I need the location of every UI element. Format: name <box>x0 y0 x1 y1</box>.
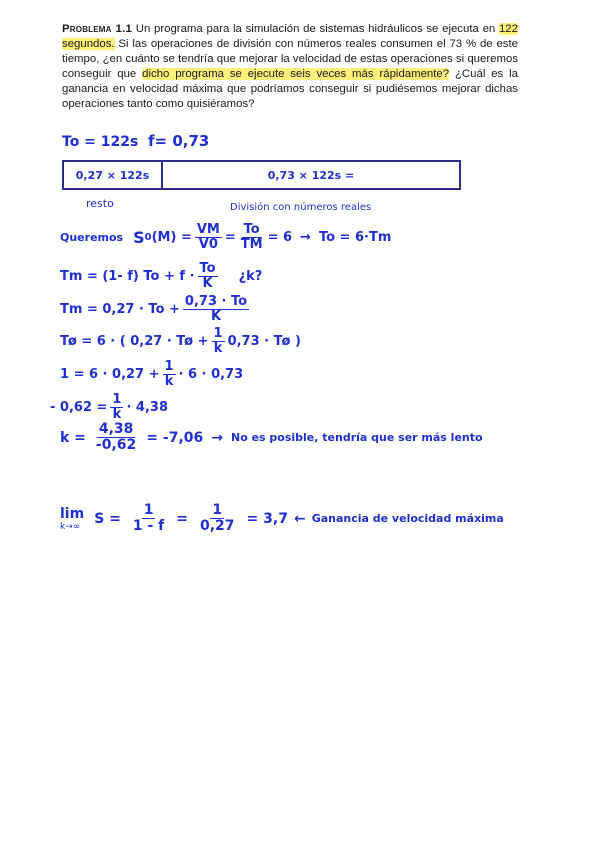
eq5-tail: · 6 · 0,73 <box>178 367 244 383</box>
eq3-frac <box>183 295 249 325</box>
eq4-tail: 0,73 · Tø ) <box>227 334 301 350</box>
eq3-num: 0,73 · To <box>184 294 248 309</box>
bar-right-label: 0,73 × 122s = <box>267 168 355 182</box>
time-split-bar <box>62 160 461 190</box>
label-rest: resto <box>86 197 114 210</box>
eq5-num: 1 <box>164 359 174 374</box>
eq4-den: k <box>213 341 223 357</box>
eq8-lim-sub: k→∞ <box>60 521 81 532</box>
eq2-den: K <box>202 276 213 292</box>
eq3-den: K <box>210 309 222 325</box>
highlight-goal: dicho programa se ejecute seis veces más rápidamente? <box>142 68 450 80</box>
eq7-frac <box>94 422 138 454</box>
eq8-note: Ganancia de velocidad máxima <box>311 512 504 526</box>
eq1-lead: Queremos <box>60 231 124 245</box>
eq5-den: k <box>164 374 174 390</box>
eq7-num: 4,38 <box>98 421 134 437</box>
eq8-value: = 3,7 <box>246 510 288 527</box>
eq7-den: -0,62 <box>95 437 137 454</box>
eq6-den: k <box>112 407 122 423</box>
bar-segment-rest <box>64 162 163 188</box>
eq1-f2-den: TM <box>240 237 263 253</box>
eq8-frac-1 <box>131 503 166 535</box>
arrow-right-icon: → <box>300 230 311 246</box>
eq7-lhs: k = <box>60 429 86 446</box>
eq2-lhs: Tm = (1- f) To + f · <box>60 269 195 285</box>
eq2-frac <box>198 262 218 292</box>
eq1-frac-v <box>195 223 222 253</box>
equation-normalized <box>60 360 243 390</box>
eq1-s: S <box>133 228 145 248</box>
eq2-question: ¿k? <box>238 269 263 285</box>
problem-text-2: Si las operaciones de división con números reales consumen el 73 % de este tiempo, ¿en cuánto se tendría que mejorar la velocidad de estas operaciones si queremos conseguir que <box>62 38 518 80</box>
eq5-lhs: 1 = 6 · 0,27 + <box>60 367 160 383</box>
equation-t0 <box>60 327 301 357</box>
eq8-f1-den: 1 - f <box>132 518 165 535</box>
eq1-f1-num: VM <box>196 222 220 237</box>
equation-speedup <box>60 223 391 253</box>
eq5-frac <box>163 360 176 390</box>
eq6-tail: · 4,38 <box>126 400 169 416</box>
eq8-f2-num: 1 <box>212 502 223 518</box>
bar-left-label: 0,27 × 122s <box>75 168 150 182</box>
given-f: f= 0,73 <box>148 132 210 150</box>
eq4-frac <box>212 327 225 357</box>
problem-text-1: Un programa para la simulación de sistemas hidráulicos se ejecuta en <box>132 23 499 35</box>
given-t0: To = 122s <box>62 134 139 150</box>
eq1-frac-t <box>239 223 265 253</box>
equation-tm <box>60 262 262 292</box>
eq8-equals: = <box>176 510 188 527</box>
eq3-lhs: Tm = 0,27 · To + <box>60 302 180 318</box>
eq6-frac <box>110 393 123 423</box>
problem-text-3: ¿Cuál es la ganancia en velocidad máxima que podríamos conseguir si pudiésemos mejorar dichas operaciones tanto como quisiéramos? <box>62 68 518 110</box>
equation-tm-values <box>60 295 252 325</box>
eq4-lhs: Tø = 6 · ( 0,27 · Tø + <box>60 334 209 350</box>
eq8-s: S = <box>94 510 121 527</box>
equation-isolate <box>50 393 168 423</box>
eq2-num: To <box>199 261 216 276</box>
eq8-limit <box>60 506 84 532</box>
highlight-time: 122 segundos. <box>62 23 518 50</box>
eq8-f1-num: 1 <box>143 502 154 518</box>
bar-segment-division <box>163 162 459 188</box>
eq8-f2-den: 0,27 <box>200 518 235 535</box>
eq7-value: = -7,06 <box>146 429 204 446</box>
arrow-right-icon: → <box>211 429 223 446</box>
eq1-m: (M) = <box>151 230 192 246</box>
eq1-f1-den: V0 <box>198 237 218 253</box>
eq6-num: 1 <box>112 392 122 407</box>
eq7-note: No es posible, tendría que ser más lento <box>230 431 483 445</box>
eq1-f2-num: To <box>243 222 260 237</box>
arrow-left-icon: ← <box>293 510 306 527</box>
problem-statement <box>62 22 518 112</box>
eq1-sub: 0 <box>144 232 152 244</box>
eq1-result: To = 6·Tm <box>318 230 392 246</box>
eq4-num: 1 <box>213 326 223 341</box>
equation-k <box>60 422 483 454</box>
problem-label: Problema 1.1 <box>62 23 132 35</box>
eq8-lim: lim <box>60 505 85 522</box>
eq8-frac-2 <box>198 503 237 535</box>
label-division: División con números reales <box>230 202 372 213</box>
equation-max-speedup <box>60 503 504 535</box>
eq1-equals: = <box>224 230 236 246</box>
eq1-tail: = 6 <box>267 230 293 246</box>
eq6-lhs: - 0,62 = <box>50 400 108 416</box>
